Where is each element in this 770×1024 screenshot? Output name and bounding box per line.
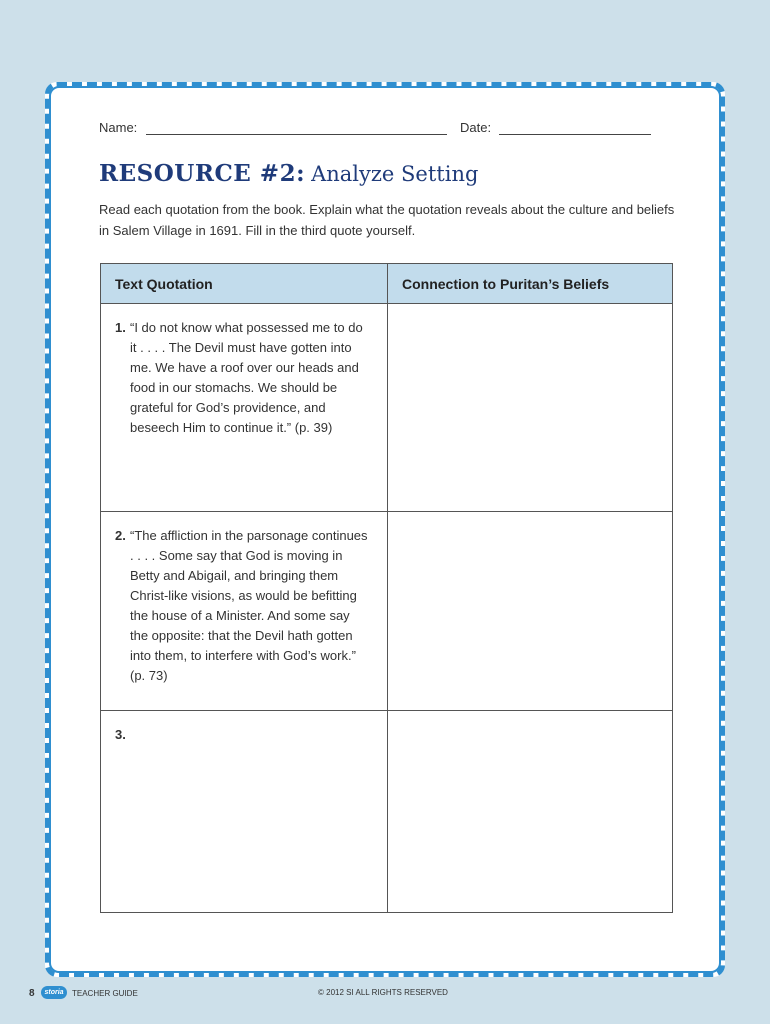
quotation-text: “I do not know what possessed me to do it . . . . The Devil must have gotten into me. We have a roof over our heads and food in our stomachs. We should be grateful for God’s providence, and beseech Him to continue it.” (p. 39) — [130, 320, 363, 435]
date-label: Date: — [460, 120, 492, 135]
page-footer — [0, 988, 770, 1004]
date-field[interactable] — [499, 134, 651, 135]
row-number: 1. — [115, 320, 126, 335]
copyright: © 2012 SI ALL RIGHTS RESERVED — [318, 988, 448, 997]
instructions: Read each quotation from the book. Explain what the quotation reveals about the culture and beliefs in Salem Village in 1691. Fill in the third quote yourself. — [99, 202, 675, 238]
quotation-cell[interactable] — [101, 711, 388, 913]
column-header-connection: Connection to Puritan’s Beliefs — [388, 264, 673, 304]
quotation-cell — [101, 304, 388, 512]
column-header-quotation: Text Quotation — [101, 264, 388, 304]
quotation-table — [100, 263, 673, 913]
page-number: 8 — [29, 988, 35, 999]
connection-cell[interactable] — [388, 512, 673, 711]
row-number: 3. — [115, 727, 126, 742]
page-title — [99, 160, 478, 194]
teacher-guide-label: TEACHER GUIDE — [72, 989, 138, 998]
table-row — [101, 711, 673, 913]
quotation-text: “The affliction in the parsonage continues . . . . Some say that God is moving in Betty and Abigail, and bringing them Christ-like visions, as would be befitting the house of a Minister. And some say the opposite: that the Devil hath gotten into them, to interfere with God’s work.” (p. 73) — [130, 528, 368, 683]
storia-logo: storia — [41, 986, 67, 999]
resource-label: RESOURCE #2: — [99, 160, 306, 187]
connection-cell[interactable] — [388, 304, 673, 512]
resource-subtitle: Analyze Setting — [311, 162, 479, 186]
name-date-row — [99, 120, 659, 140]
name-field[interactable] — [146, 134, 447, 135]
name-label: Name: — [99, 120, 138, 135]
row-number: 2. — [115, 528, 126, 543]
table-header-row — [101, 264, 673, 304]
table-row — [101, 512, 673, 711]
quotation-cell — [101, 512, 388, 711]
connection-cell[interactable] — [388, 711, 673, 913]
table-row — [101, 304, 673, 512]
